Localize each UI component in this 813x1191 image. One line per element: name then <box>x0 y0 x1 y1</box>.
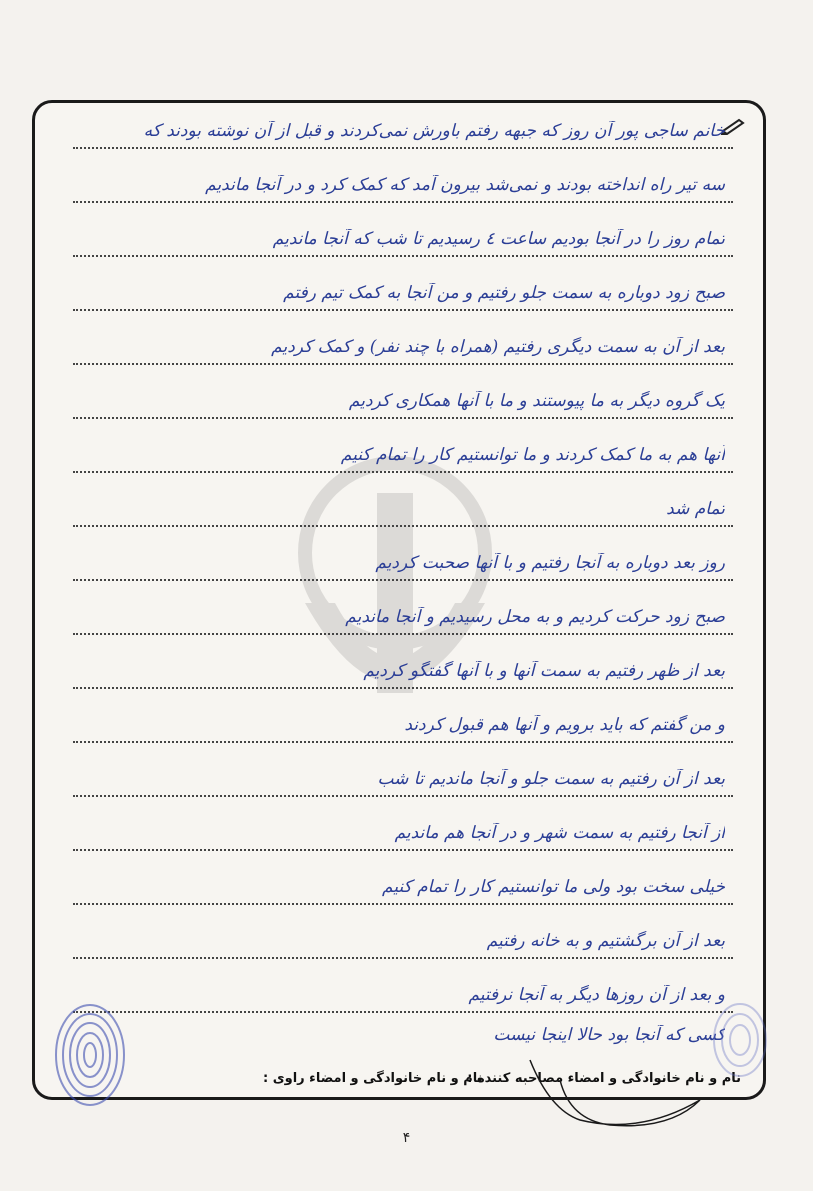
handwritten-line: بعد از آن برگشتیم و به خانه رفتیم <box>486 931 725 951</box>
dotted-rule <box>73 147 733 149</box>
dotted-rule <box>73 201 733 203</box>
dotted-rule <box>73 363 733 365</box>
handwritten-line: و من گفتم که باید برویم و آنها هم قبول کردند <box>404 715 725 735</box>
dotted-rule <box>73 417 733 419</box>
handwritten-line: صبح زود حرکت کردیم و به محل رسیدیم و آنجا ماندیم <box>345 607 725 627</box>
fingerprint-mark <box>50 1000 130 1110</box>
dotted-rule <box>73 687 733 689</box>
handwritten-line: بعد از آن به سمت دیگری رفتیم (همراه با چند نفر) و کمک کردیم <box>271 337 725 357</box>
dotted-rule <box>73 471 733 473</box>
dotted-rule <box>73 633 733 635</box>
dotted-rule <box>73 903 733 905</box>
dotted-rule <box>73 309 733 311</box>
handwritten-line: تمام شد <box>666 499 725 519</box>
dotted-rule <box>73 255 733 257</box>
handwritten-line: سه تیر راه انداخته بودند و نمی‌شد بیرون آمد که کمک کرد و در آنجا ماندیم <box>205 175 725 195</box>
handwritten-signature <box>520 1040 720 1140</box>
handwritten-line: از آنجا رفتیم به سمت شهر و در آنجا هم ماندیم <box>394 823 725 843</box>
dotted-rule <box>73 957 733 959</box>
interviewer-signature-label: نام و نام خانوادگی و امضاء مصاحبه کننده : <box>467 1071 741 1086</box>
ruled-lines <box>73 103 733 1053</box>
dotted-rule <box>73 1011 733 1013</box>
dotted-rule <box>73 741 733 743</box>
page-number: ۴ <box>402 1130 411 1146</box>
handwritten-line: یک گروه دیگر به ما پیوستند و ما با آنها همکاری کردیم <box>348 391 725 411</box>
dotted-rule <box>73 525 733 527</box>
dotted-rule <box>73 849 733 851</box>
handwritten-line: روز بعد دوباره به آنجا رفتیم و با آنها صحبت کردیم <box>375 553 725 573</box>
document-frame <box>32 100 766 1100</box>
dotted-rule <box>73 579 733 581</box>
handwritten-line: بعد از ظهر رفتیم به سمت آنها و با آنها گفتگو کردیم <box>363 661 725 681</box>
dotted-rule <box>73 795 733 797</box>
handwritten-line: خیلی سخت بود ولی ما توانستیم کار را تمام کنیم <box>382 877 725 897</box>
handwritten-line: و بعد از آن روزها دیگر به آنجا نرفتیم <box>468 985 725 1005</box>
handwritten-line: تمام روز را در آنجا بودیم ساعت ٤ رسیدیم تا شب که آنجا ماندیم <box>272 229 725 249</box>
handwritten-line: بعد از آن رفتیم به سمت جلو و آنجا ماندیم تا شب <box>377 769 725 789</box>
handwritten-line: خانم ساجی پور آن روز که جبهه رفتم باورش نمی‌کردند و قبل از آن نوشته بودند که <box>143 121 725 141</box>
handwritten-line: آنها هم به ما کمک کردند و ما توانستیم کار را تمام کنیم <box>340 445 725 465</box>
handwritten-line: صبح زود دوباره به سمت جلو رفتیم و من آنجا به کمک تیم رفتم <box>283 283 725 303</box>
narrator-signature-label: نام و نام خانوادگی و امضاء راوی : <box>263 1071 483 1086</box>
handwritten-line: کسی که آنجا بود حالا اینجا نیست <box>493 1025 725 1045</box>
